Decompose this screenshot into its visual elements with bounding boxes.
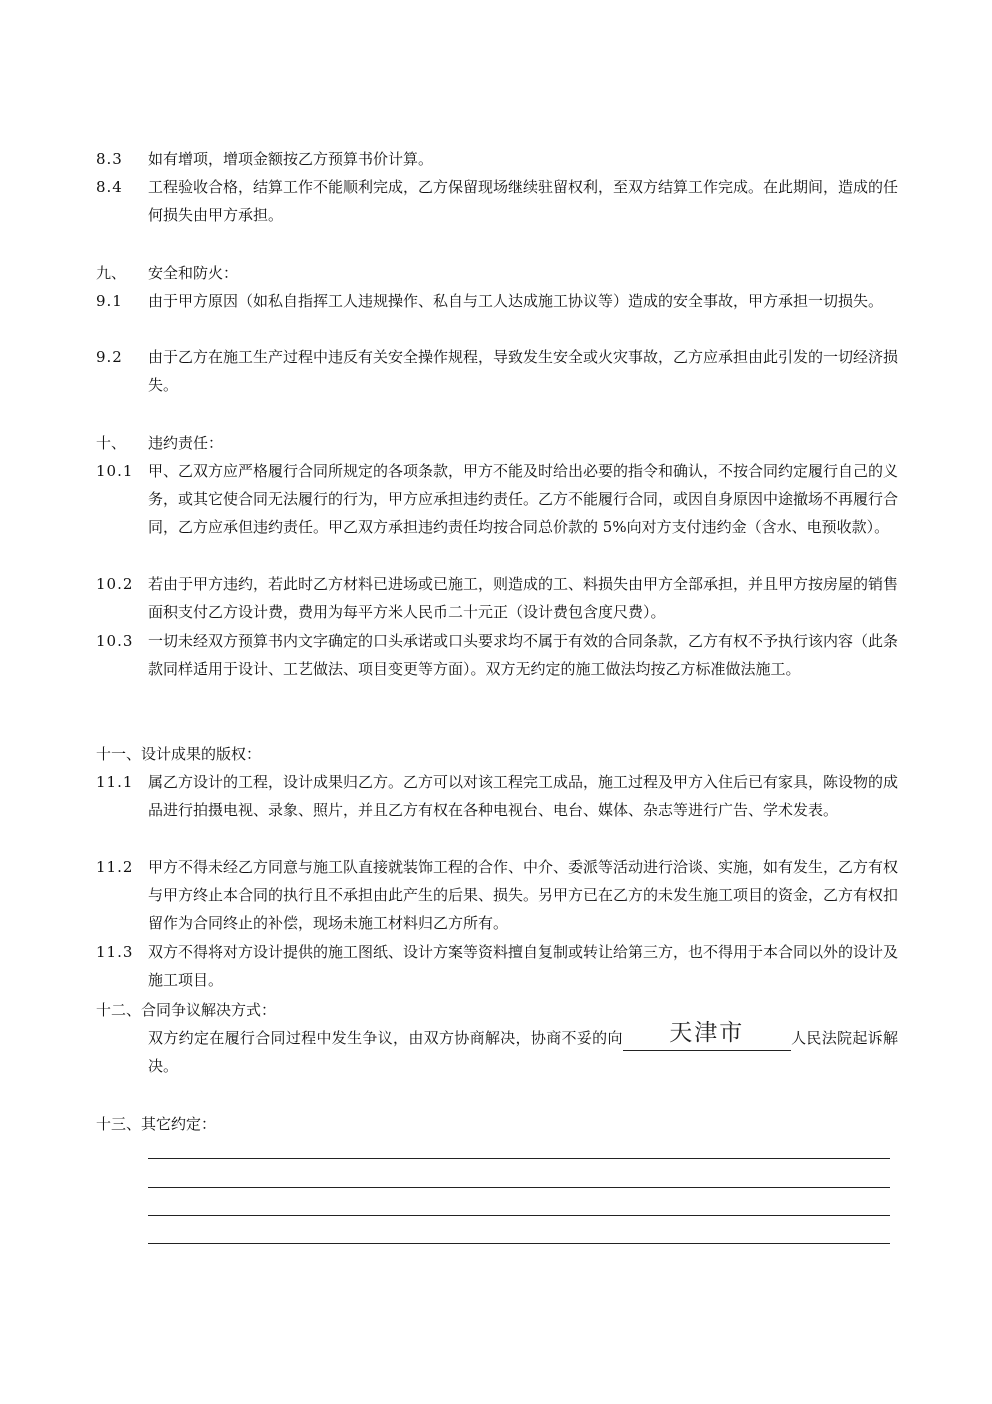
- blank-line: [148, 1187, 890, 1188]
- clause-text: 由于乙方在施工生产过程中违反有关安全操作规程，导致发生安全或火灾事故，乙方应承担由此引发的一切经济损失。: [148, 348, 899, 394]
- section-title: 十三、其它约定：: [96, 1115, 217, 1133]
- section-title: 违约责任：: [148, 434, 224, 452]
- blank-line: [148, 1215, 890, 1216]
- clause-text: 如有增项，增项金额按乙方预算书价计算。: [148, 150, 434, 168]
- clause-8-4: [96, 173, 898, 229]
- dispute-text-before: 双方约定在履行合同过程中发生争议，由双方协商解决，协商不妥的向: [148, 1029, 623, 1047]
- section-title: 十二、合同争议解决方式：: [96, 1001, 277, 1019]
- clause-text: 一切未经双方预算书内文字确定的口头承诺或口头要求均不属于有效的合同条款，乙方有权不予执行该内容（此条款同样适用于设计、工艺做法、项目变更等方面）。双方无约定的施工做法均按乙方标准做法施工。: [148, 632, 899, 678]
- clause-number: 11.2: [96, 858, 134, 876]
- clause-11-3: [96, 938, 898, 994]
- clause-text: 甲方不得未经乙方同意与施工队直接就装饰工程的合作、中介、委派等活动进行洽谈、实施，如有发生，乙方有权与甲方终止本合同的执行且不承担由此产生的后果、损失。另甲方已在乙方的未发生施工项目的资金，乙方有权扣留作为合同终止的补偿，现场未施工材料归乙方所有。: [148, 858, 899, 932]
- clause-number: 9.2: [96, 348, 123, 366]
- clause-number: 8.3: [96, 150, 123, 168]
- section-heading-11: [96, 740, 261, 768]
- section-title: 安全和防火：: [148, 264, 239, 282]
- clause-number: 8.4: [96, 178, 123, 196]
- clause-10-1: [96, 457, 898, 541]
- clause-text: 工程验收合格，结算工作不能顺利完成，乙方保留现场继续驻留权利，至双方结算工作完成。在此期间，造成的任何损失由甲方承担。: [148, 178, 899, 224]
- clause-text: 甲、乙双方应严格履行合同所规定的各项条款，甲方不能及时给出必要的指令和确认，不按合同约定履行自己的义务，或其它使合同无法履行的行为，甲方应承担违约责任。乙方不能履行合同，或因自身原因中途撤场不再履行合同，乙方应承但违约责任。甲乙双方承担违约责任均按合同总价款的 5%向对方支付违约金（含水、电预收款）。: [148, 462, 899, 536]
- clause-8-3: [96, 145, 898, 173]
- section-title: 十一、设计成果的版权：: [96, 745, 262, 763]
- blank-line: [148, 1243, 890, 1244]
- court-city-field: [623, 1020, 791, 1051]
- clause-10-3: [96, 627, 898, 683]
- clause-number: 11.3: [96, 943, 134, 961]
- dispute-text-after: 人民法院起诉解决。: [148, 1029, 898, 1075]
- clause-text: 双方不得将对方设计提供的施工图纸、设计方案等资料擅自复制或转让给第三方，也不得用于本合同以外的设计及施工项目。: [148, 943, 899, 989]
- section-heading-13: [96, 1110, 216, 1138]
- blank-line: [148, 1158, 890, 1159]
- section-heading-9: [96, 259, 238, 287]
- clause-number: 10.3: [96, 632, 134, 650]
- clause-text: 若由于甲方违约，若此时乙方材料已进场或已施工，则造成的工、料损失由甲方全部承担，并且甲方按房屋的销售面积支付乙方设计费，费用为每平方米人民币二十元正（设计费包含度尺费）。: [148, 575, 899, 621]
- clause-11-1: [96, 768, 898, 824]
- handwritten-city: 天津市: [669, 1020, 745, 1046]
- clause-number: 11.1: [96, 773, 134, 791]
- clause-text: 由于甲方原因（如私自指挥工人违规操作、私自与工人达成施工协议等）造成的安全事故，甲方承担一切损失。: [148, 292, 884, 310]
- clause-9-1: [96, 287, 898, 315]
- clause-10-2: [96, 570, 898, 626]
- section-number: 十、: [96, 434, 127, 452]
- dispute-resolution-text: [148, 1020, 898, 1080]
- clause-text: 属乙方设计的工程，设计成果归乙方。乙方可以对该工程完工成品，施工过程及甲方入住后已有家具，陈设物的成品进行拍摄电视、录象、照片，并且乙方有权在各种电视台、电台、媒体、杂志等进行广告、学术发表。: [148, 773, 899, 819]
- clause-number: 10.1: [96, 462, 134, 480]
- section-number: 九、: [96, 264, 127, 282]
- section-heading-12: [96, 996, 276, 1024]
- clause-number: 9.1: [96, 292, 123, 310]
- clause-9-2: [96, 343, 898, 399]
- clause-11-2: [96, 853, 898, 937]
- section-heading-10: [96, 429, 223, 457]
- clause-number: 10.2: [96, 575, 134, 593]
